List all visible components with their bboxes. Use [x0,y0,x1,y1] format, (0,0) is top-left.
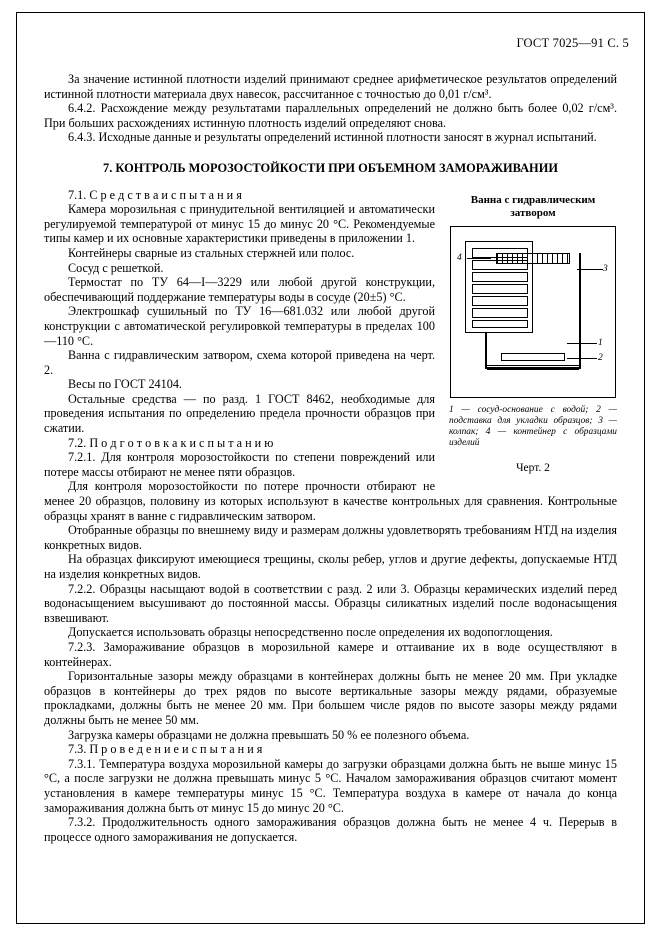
figure-cap [496,253,570,264]
page-header: ГОСТ 7025—91 С. 5 [516,36,629,50]
clause-7-2-p8: Горизонтальные зазоры между образцами в контейнерах должны быть не менее 20 мм. При укладке образцов в контейнеры до трех рядов по высоте вертикальные зазоры между рядами, образуемые прокладками, должны быть не менее 20 мм. При большем числе рядов по высоте зазоры между рядами должны быть не менее 50 мм. [44,669,617,727]
clause-7-3-p1: 7.3.1. Температура воздуха морозильной камеры до загрузки образцами должна быть не выше минус 15 °С, а после загрузки не должна превышать минус 5 °С. Началом замораживания образцов считают момент установления в камере температуры минус 15 °С. Температура воздуха в камере от начала до конца замораживания должна быть от минус 15 до минус 20 °С. [44,756,617,815]
clause-7-2-p2: Для контроля морозостойкости по потере прочности отбирают не менее 20 образцов, половину из которых используют в качестве контрольных для сравнения. Контрольные образцы хранят в ванне с гидравлическим затвором. [44,479,617,523]
figure-leader-2 [567,358,597,359]
figure-water-line [487,365,579,366]
clause-7-1-p4: Термостат по ТУ 64—I—3229 или любой другой конструкции, обеспечивающий поддержание температуры воды в сосуде (20±5) °С. [44,275,435,304]
figure-stand [501,353,565,361]
clause-7-1-p8: Остальные средства — по разд. 1 ГОСТ 8462, необходимые для проведения испытания по определению предела прочности образцов при сжатии. [44,391,435,436]
clause-7-2-p1: 7.2.1. Для контроля морозостойкости по степени повреждений или потере массы отбирают не менее пяти образцов. [44,450,435,479]
clause-7-2-p5: 7.2.2. Образцы насыщают водой в соответствии с разд. 2 или 3. Образцы керамических изделий перед водонасыщением высушивают до постоянной массы. Образцы силикатных изделий после водонасыщения взвешивают. [44,581,617,625]
figure-label-2: 2 [598,352,603,363]
clause-7-1-p2: Контейнеры сварные из стальных стержней или полос. [68,245,355,260]
clause-7-2-p4: На образцах фиксируют имеющиеся трещины, сколы ребер, углов и другие дефекты, допускаемые НТД на изделия конкретных видов. [44,552,617,581]
figure-sample [472,308,528,318]
clause-7-1-p1: Камера морозильная с принудительной вентиляцией и автоматически регулируемой температурой от минус 15 до минус 20 °С. Рекомендуемые типы камер и их основные характеристики приведены в приложении 1. [44,202,435,246]
paragraph-6-4-1: За значение истинной плотности изделий принимают среднее арифметическое результатов определений истинной плотности материала двух навесок, рассчитанное с точностью до 0,01 г/см³. [44,72,617,101]
figure-title: Ванна с гидравлическим затвором [470,193,596,219]
clause-7-1-p6: Ванна с гидравлическим затвором, схема которой приведена на черт. 2. [44,348,435,377]
clause-7-3-p2: 7.3.2. Продолжительность одного замораживания образцов должна быть не менее 4 ч. Перерыв в процессе одного замораживания не допускается. [44,815,617,844]
figure-number: Черт. 2 [516,462,550,475]
clause-7-1-p5: Электрошкаф сушильный по ТУ 16—681.032 или любой другой конструкции с автоматической регулировкой температуры в пределах 100—110 °С. [44,304,435,348]
clause-7-2-p9: Загрузка камеры образцами не должна превышать 50 % ее полезного объема. [68,727,470,742]
figure-caption: 1 — сосуд-основание с водой; 2 — подставка для укладки образцов; 3 — колпак; 4 — контейнер с образцами изделий [449,404,617,449]
figure-label-4: 4 [457,252,462,263]
clause-7-2-heading: 7.2. П о д г о т о в к а к и с п ы т а н и ю [68,435,274,450]
clause-7-1-p7: Весы по ГОСТ 24104. [68,377,182,392]
figure-drawing [450,226,616,398]
paragraph-6-4-2: 6.4.2. Расхождение между результатами параллельных определений не должно быть более 0,02 г/см³. При больших расхождениях истинную плотность изделий определяют снова. [44,101,617,130]
figure-sample [472,320,528,328]
page-content [44,72,617,844]
figure-sample [472,296,528,306]
figure-water-line [487,369,579,370]
clause-7-2-p6: Допускается использовать образцы непосредственно после определения их водопоглощения. [68,625,553,640]
figure-sample [472,284,528,294]
figure-leader-1 [567,343,597,344]
section-title: 7. КОНТРОЛЬ МОРОЗОСТОЙКОСТИ ПРИ ОБЪЕМНОМ ЗАМОРАЖИВАНИИ [103,160,558,175]
figure-leader-3 [577,269,603,270]
figure-block [449,194,617,476]
figure-label-1: 1 [598,337,603,348]
clause-7-3-heading: 7.3. П р о в е д е н и е и с п ы т а н и я [68,742,263,757]
clause-7-2-p7: 7.2.3. Замораживание образцов в морозильной камере и оттаивание их в воде осуществляют в контейнерах. [44,639,617,669]
clause-7-1-heading: 7.1. С р е д с т в а и с п ы т а н и я [68,187,242,202]
figure-label-3: 3 [603,263,608,274]
paragraph-6-4-3: 6.4.3. Исходные данные и результаты определений истинной плотности заносят в журнал испытаний. [68,130,597,145]
clause-7-1-p3: Сосуд с решеткой. [68,260,164,275]
figure-sample [472,272,528,282]
figure-leader-4 [467,258,491,259]
clause-7-2-p3: Отобранные образцы по внешнему виду и размерам должны удовлетворять требованиям НТД на изделия конкретных видов. [44,523,617,552]
